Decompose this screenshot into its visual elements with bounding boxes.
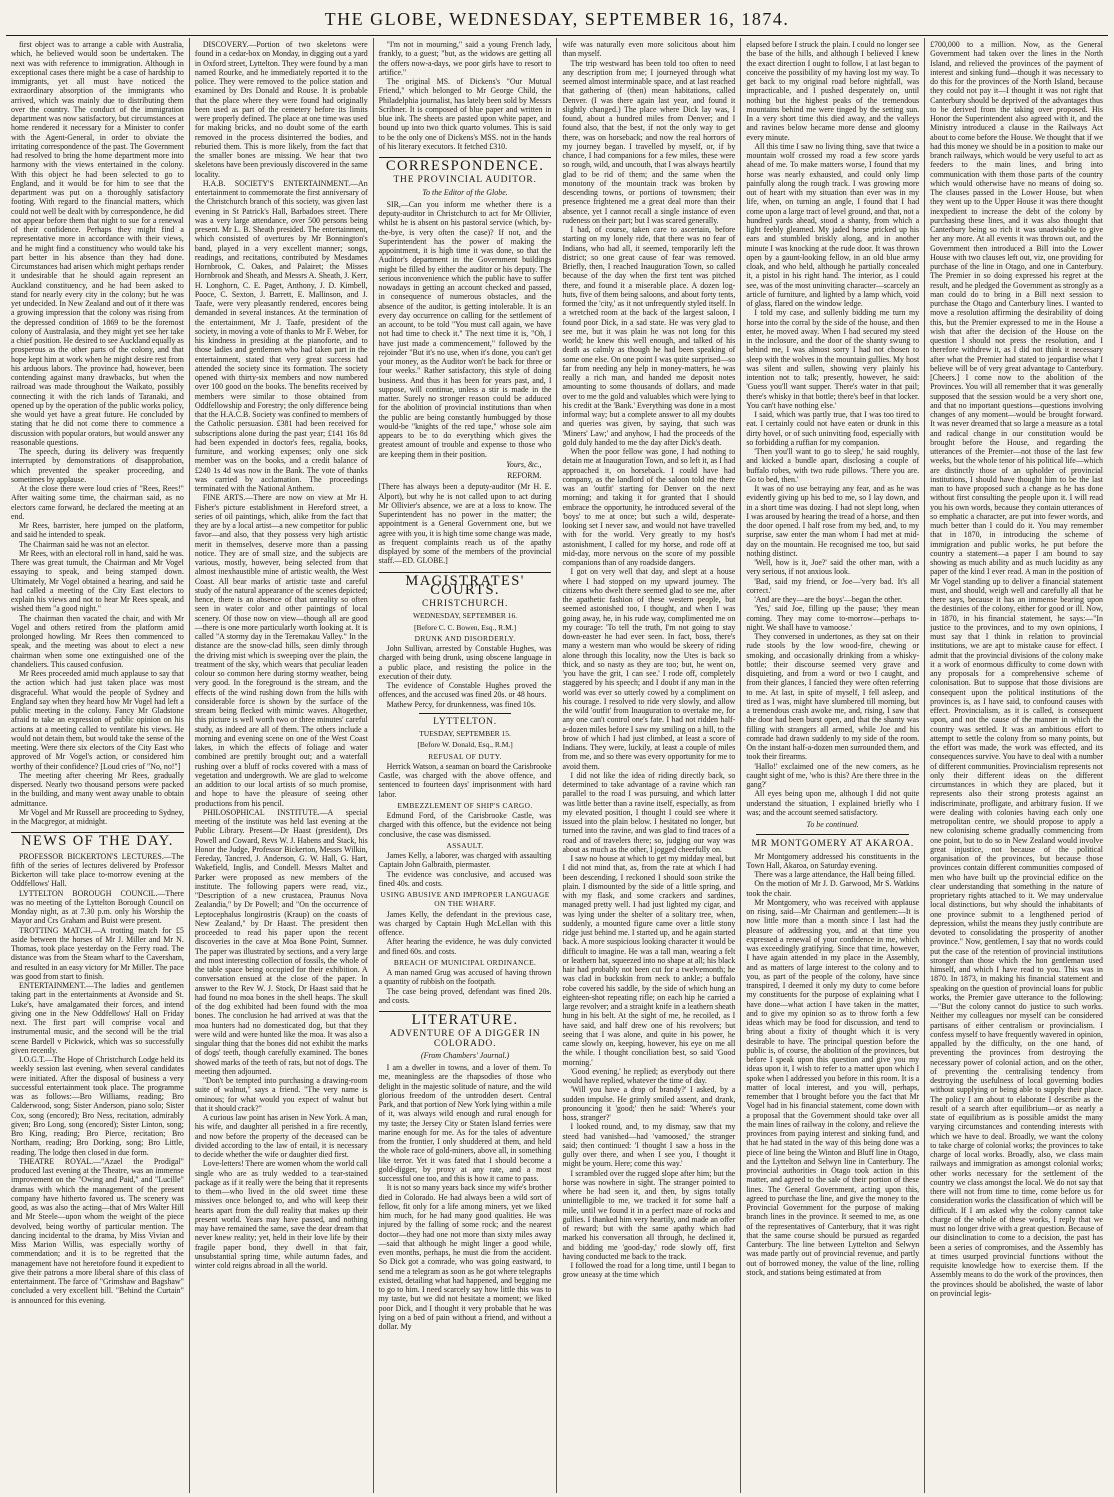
case-heading: BREACH OF MUNICIPAL ORDINANCE. bbox=[393, 957, 537, 967]
case-text: The case being proved, defendant was fined 20s. and costs. bbox=[378, 986, 552, 1005]
column-1 bbox=[6, 38, 190, 1493]
paragraph: On the motion of Mr J. D. Garwood, Mr S. Watkins took the chair. bbox=[746, 879, 920, 898]
case-heading: ASSAULT. bbox=[446, 840, 484, 850]
paragraph: It was of no use betraying any fear, and as he was evidently giving up his bed to me, so I lay down, and in a short time was dozing. I had not slept long, when I was aroused by hearing the tread of a horse, and then the door opened. I half rose from my bed, and, to my surprise, saw enter the man whom I had met at mid-day on the mountain. He recognised me too, but said nothing distinct. bbox=[746, 484, 920, 558]
paragraph: 'Good evening,' he replied; as everybody out there would have replied, whatever the time of day. bbox=[562, 1066, 736, 1085]
paragraph: I told my case, and sullenly bidding me turn my horse into the corral by the side of the house, and then enter, he moved away. When I had secured my steed in the inclosure, and the door of the shanty swung to behind me, I was almost sorry I had not chosen to sleep with the wolves in the mountain gullies. My host was silent and sullen, showing very plainly his intention not to talk; presently, however, he said: 'Guess you'll want supper. There's water in that pail; there's whisky in that bottle; there's beef in that locker. You can't have nothing else.' bbox=[746, 308, 920, 410]
paragraph: SIR,—Can you inform me whether there is a deputy-auditor in Christchurch to act for Mr Ollivier, whilst he is absent on his pastoral service (which, by-the-bye, is very often the case)? If not, and the Superintendent has the power of making the appointment, it is high time it was done, so that the Auditor's department in the Government buildings might be filled by either the auditor or his deputy. The serious inconvenience which the public have to suffer nowadays in getting an account checked and passed, in consequence of numerous obstacles, and the absence of the auditor, is getting intolerable. It is an every day occurrence on calling for the settlement of an account, to be told "You must call again, we have not had time to check it." The next time it is, "Oh, I have just made a commencement," followed by the rejoinder "But it's no use, when it's done, you can't get your money, as the Auditor won't be back for three or four weeks." Rather satisfactory, this style of doing business. And thus it has been for years past, and, I suppose, will continue, unless a stir is made in the matter. Surely no stronger reason could be adduced for the abolition of provincial institutions than when the public are being constantly humbugged by those would-be "knights of the red tape," whose sole aim appears to be to do everything which gives the greatest amount of trouble and expense to those who are keeping them in their position. bbox=[378, 199, 552, 459]
column-5 bbox=[741, 38, 925, 1493]
paragraph: Mr Montgomery, who was received with applause on rising, said—Mr Chairman and gentlemen:—It is now little more than a month since I last had the pleasure of addressing you, and at that time you expressed a renewal of your confidence in me, which was exceedingly gratifying. Since that time, however, I have again attended in my place in the Assembly, and as matters of large interest to the colony and to you, as part of the people of the colony, have since transpired, I deemed it only my duty to come before my constituents for the purpose of explaining what I have done—what action I have taken in the matter, and to give my opinion so as to throw forth a few ideas which may be food for discussion, and tend to bring about a fixity of thought which it is very desirable to have. The principal question before the public is, of course, the abolition of the provinces, but before I speak upon this question and give you my ideas upon it, I wish to refer to a matter upon which I spoke when I addressed you before in this room. It is a matter of local interest, and you will, perhaps, remember that I brought before you the fact that Mr Vogel had in his financial statement, come down with a proposal that the Government should take over all the main lines of railway in the colony, and relieve the provinces from paying interest and sinking fund, and that he had stated in the way of this being done was a piece of line being the Winton and Bluff line in Otago, and the Lyttelton and Selwyn line in Canterbury. The provincial authorities in Otago took action in this matter, and agreed to the sale of their portion of these lines. The General Government, acting upon this, agreed to purchase the line, and give the money to the Provincial Government for the purpose of making branch lines in the province. It seemed to me, as one of the representatives of Canterbury, that it was right that the same course should be pursued as regarded Canterbury. The line between Lyttelton and Selwyn was made partly out of provincial revenue, and partly out of borrowed money, the value of the line, rolling stock, and stations being estimated at from bbox=[746, 897, 920, 1277]
akaroa-report bbox=[746, 852, 919, 1278]
case-text: James Kelly, the defendant in the previous case, was charged by Captain Hugh McLellan with this offence. bbox=[378, 909, 552, 937]
paragraph: "I'm not in mourning," said a young French lady, frankly, to a guest; "but, as the widows are getting all the offers now-a-days, we poor girls have to resort to artifice." bbox=[378, 40, 552, 77]
paragraph: Love-letters! There are women whom the world call single who are as truly wedded to a tear-stained package as if it really were the being that it represents to them—who lived in the old sweet time these missives once belonged to, and who will keep their hearts apart from the dull reality that makes up their present world. Years may have passed, and nothing may have remained the same, save the dear dream that never knew reality; yet, held in their love life by their fragile paper bond, they dwell in that fair, unsubstantial spring time, while autumn fades, and winter cold reigns abroad in all the world. bbox=[194, 1159, 368, 1270]
paragraph: Mr Montgomery addressed his constituents in the Town Hall, Akaroa, on Saturday evening. bbox=[746, 851, 920, 870]
paragraph: H.A.B. SOCIETY'S ENTERTAINMENT.—An entertainment to commemorate the first anniversary of the Christchurch branch of this society, was given last evening in St Patrick's Hall, Barbadoes street. There was a very large attendance, over 500 persons being present. Mr L. B. Sheath presided. The entertainment, which consisted of overtures by Mr Bonnington's band, played in a very excellent manner; songs, readings, and recitations, contributed by Mesdames Hornbrook, C. Oakes, and Palairet; the Misses Hornbrook and Sheath, and Messrs A. Sheath, J. Kerr, H. Longhorn, C. E. Paget, Anthony, J. D. Kimbell, Pooce, C. Sexton, J. Barrett, E. Mallinson, and J. Taafe, were very pleasantly rendered, encores being demanded in several instances. At the termination of the entertainment, Mr J. Taafe, president of the society, in moving a vote of thanks to Mr F. Weber, for his kindness in presiding at the pianoforte, and to those ladies and gentlemen who had taken part in the entertainment, stated that very great success had attended the society since its formation. The society opened with thirty-six members and now numbered over 100 good on the books. The benefits received by members were similar to those obtained from Oddfellowship and Forestry; the only difference being that the H.A.C.B. Society was confined to members of the Catholic persuasion. £381 had been received for subscriptions alone during the past year; £141 16s 8d had been expended in doctor's fees, regalia, books, furniture, and working expenses; only one sick member was on the books, and a credit balance of £240 1s 4d was now in the Bank. The vote of thanks was carried by acclamation. The proceedings terminated with the National Anthem. bbox=[194, 178, 368, 493]
story-source: (From Chambers' Journal.) bbox=[420, 1050, 510, 1060]
correspondence-heading: CORRESPONDENCE. bbox=[379, 157, 552, 171]
paragraph: 'Well, how is it, Joe?' said the other man, with a very serious, if not anxious look. bbox=[746, 558, 920, 577]
paragraph: wife was naturally even more solicitous about him than myself. bbox=[562, 40, 736, 59]
paragraph: I followed the road for a long time, until I began to grow uneasy at the time which bbox=[562, 1261, 736, 1280]
news-of-the-day-heading: NEWS OF THE DAY. bbox=[11, 832, 184, 846]
case-text: James Kelly, a laborer, was charged with assaulting Captain John Galbraith, piermaster. bbox=[378, 851, 552, 870]
paragraph: Mr Vogel and Mr Russell are proceeding to Sydney, in the Macgregor, at midnight. bbox=[11, 807, 184, 826]
paragraph: TROTTING MATCH.—A trotting match for £5 aside between the horses of Mr J. Miller and Mr N. Thomas, took place yesterday on the Ferry road. The distance was from the Steam wharf to the Caversham, and resulted in an easy victory for Mr Miller. The pace was good from start to finish. bbox=[11, 925, 184, 981]
paragraph: I saw no house at which to get my midday meal, but I did not mind that, as, from the rate at which I had been descending, I reckoned I should soon strike the plain. I dismounted by the side of a little spring, and with my flask, and some crackers and sardines, managed pretty well. I had just lighted my cigar, and was lying under the shelter of a solitary tree, when, suddenly, a mounted figure came over a little stony ridge just behind me. I started up, and he again started back. A more suspicious looking character it would be difficult to imagine. He was a tall man, wearing a felt or leathern hat, squeezed into no shape at all; his black hair had probably not been cut for a twelvemonth; he was clad in buckskin from neck to ankle; a buffalo robe covered his saddle, by the side of which hung an eighteen-shot repeating rifle; on each hip he carried a large revolver; and a straight knife in a leathern sheath hung in his belt. At the sight of me, he recoiled, as I have said, and half drew one of his revolvers; but seeing that I was alone, and quite in his power, he came slowly on, keeping, however, his eye on me all the while. I thought conciliation best, so said 'Good morning.' bbox=[562, 854, 736, 1067]
case-text: Herrick Watson, a seaman on board the Carisbrooke Castle, was charged with the above offence, and sentenced to fourteen days' imprisonment with hard labor. bbox=[378, 761, 552, 799]
columns bbox=[6, 38, 1108, 1493]
paragraph: 'Then you'll want to go to sleep,' he said roughly, and kicked a bundle apart, disclosing a couple of buffalo robes, with two rude pillows. 'There you are. Go to bed, then.' bbox=[746, 447, 920, 484]
column-5-text bbox=[746, 40, 919, 817]
case-text: The evidence was conclusive, and accused was fined 40s. and costs. bbox=[378, 869, 552, 888]
christchurch-heading: CHRISTCHURCH. bbox=[421, 599, 509, 609]
letter-address: To the Editor of the Globe. bbox=[422, 187, 508, 197]
paragraph: I looked round, and, to my dismay, saw that my steed had vanished—had 'vamoosed,' the stranger said; then continued: 'I thought I saw a hoss in the gully over there, and when I see you, I thought it might be yourn. Here; come this way.' bbox=[562, 1122, 736, 1169]
paragraph: PROFESSOR BICKERTON'S LECTURES.—The fifth of the series of lectures delivered by Professor Bickerton will take place to-morrow evening at the Oddfellows' Hall. bbox=[11, 851, 184, 889]
paragraph: The original MS. of Dickens's "Our Mutual Friend," which belonged to Mr George Child, the Philadelphia journalist, has lately been sold by Messrs Scribner. It is composed of blue paper and written in blue ink. The sheets are pasted upon white paper, and bound up into two thick quarto volumes. This is said to be the only one of Dickens's MSS. not in the hands of his literary executors. It fetched £310. bbox=[378, 77, 552, 151]
column-4 bbox=[557, 38, 741, 1493]
case-text: A man named Grug was accused of having thrown a quantity of rubbish on the footpath. bbox=[378, 968, 552, 987]
paragraph: The speech, during its delivery was frequently interrupted by demonstrations of disapprobation, which prevented the speaker proceeding, and sometimes by applause. bbox=[11, 447, 184, 484]
paragraph: I got on very well that day, and slept at a house where I had stopped on my upward journey. The citizens who dwelt there seemed glad to see me, after the apathetic fashion of these western people, but seemed astonished too, I thought, and when I was going away, he, in his rude way, complimented me on my courage: 'To tell the truth, I'm not going to stay down-easter he had ever seen. In fact, boss, there's many a western man who would be skeery of riding alone through this locality, now the Utes is back so thick, and so nasty as they are too; but, he went on, 'you have the grit, I can see.' I rode off, completely staggered by his speech; and I doubt if any man in the world was ever so utterly cowed by a compliment on his courage. I resolved to ride very slowly, and allow the wild 'outfit' from Inauguration to overtake me, for any one can't control one's fate. I had not ridden half-a-dozen miles before I saw my smiling on a hill, to the brow of which I had just climbed, at least a score of Indians. They were, luckily, at least a couple of miles from me, and so there was every opportunity for me to avoid them. bbox=[562, 567, 736, 771]
paragraph: Mr Rees, barrister, here jumped on the platform, and said he intended to speak. bbox=[11, 521, 184, 540]
paragraph: It is not so many years back since my wife's brother died in Colorado. He had always been a wild sort of fellow, fit only for a life among miners, yet we liked him much, for he had many good qualities. He was injured by the falling of some rock; and the nearest doctor—they had one not more than sixty miles away—said that although he might linger a good while, even months, perhaps, he must die from the accident. So Dick got a comrade, who was going eastward, to send me a telegram as soon as he got where telegraphs existed, detailing what had happened, and begging me to go to him. I need scarcely say how little this was to my taste, but we did not hesitate a moment; we liked poor Dick, and I thought it very probable that he was lying on a bed of pain without a friend, and without a dollar. My bbox=[378, 1183, 552, 1331]
christchurch-bench: [Before C. C. Bowen, Esq., R.M.] bbox=[414, 622, 517, 632]
case-text: After hearing the evidence, he was duly convicted and fined 60s. and costs. bbox=[378, 937, 552, 956]
lyttelton-heading: LYTTELTON. bbox=[433, 716, 497, 727]
case-text: Edmund Ford, of the Carisbrooke Castle, was charged with this offence, but the evidence not being conclusive, the case was dismissed. bbox=[378, 811, 552, 839]
paragraph: FINE ARTS.—There are now on view at Mr H. Fisher's picture establishment in Hereford street, a series of oil paintings, which, alike from the fact that they are by a local artist—a new competitor for public favor—and also, that they possess very high artistic merit in themselves, deserve more than a passing notice. They are of small size, and the subjects are various, mostly, however, being selected from that almost inexhaustible mine of artistic wealth, the West Coast. All bear marks of artistic taste and careful study of the natural appearance of the scenes depicted; hence, there is an absence of that unreality so often seen in water color and other paintings of local scenery. Of those now on view—though all are good—there is one more particularly worth looking at. It is called "A stormy day in the Teremakau Valley." In the distance are the snow-clad hills, seen dimly through the driving mist which is sweeping over the plain, the treatment of the sky, which wears that peculiar leaden colour so common here during stormy weather, being very good. In the foreground is the stream, and the effects of the wind rushing down from the hills with considerable force is shown by the surface of the stream being flecked with mimic waves. Altogether, this picture is well worth two or three minutes' careful study, as indeed are all of them. The others include a morning and evening scene on one of the West Coast lakes, in which the effects of foliage and water combined are prettily brought out; and a waterfall rushing over a bluff of rocks covered with a mass of vegetation and undergrowth. We are glad to welcome an addition to our local artists of so much promise, and hope to have the pleasure of seeing other productions from his pencil. bbox=[194, 493, 368, 808]
paragraph: The trip westward has been told too often to need any description from me; I journeyed through what seemed almost interminable space, and at last reached that gathering of (then) mean habitations, called Denver. (I was there again last year, and found it slightly changed.) The place where Dick lay was, I found, about a hundred miles from Denver; and I found also, that the best, if not the only way to get there, was on horseback; and now the real horrors of my journey began. I travelled by myself, or, if by chance, I had companions for a few miles, these were so rough, wild, and uncouth, that I was always heartily glad to be rid of them; and the same when the monotony of the mountain track was broken by descending towns, or portions of townsmen; their presence frightened me a great deal more than their absence, yet I cannot recall a single instance of even rudeness on their part; but I was scared generally. bbox=[562, 58, 736, 225]
divider bbox=[756, 834, 909, 835]
paragraph: I had, of course, taken care to ascertain, before starting on my lonely ride, that there was no fear of Indians, who had all, it seemed, temporarily left the district; so one great cause of fear was removed. Briefly, then, I reached Inauguration Town, so called because of the day when the first tent was pitched there, and found it a miserable place. A dozen log-huts, five of them being saloons, and about forty tents, formed the 'city,' as it not unfrequently styled itself. In a wretched room at the back of the largest saloon, I found poor Dick, in a sad state. He was very glad to see me, but it was plain he was not long for this world; he knew this well enough, and talked of his death as calmly as though he had been speaking of some one else. On one point I was quite surprised—so far from needing any help in money-matters, he was really a rich man, and handed me deposit notes amounting to some thousands of dollars, and made over to me the gold and valuables which were lying to his credit at the 'Bank.' Everything was done in a most informal way; but a complete answer to all my doubts and queries was given, by saying, that such was 'Miners' Law;' and anyhow, I had the proceeds of the gold duly handed to me the day after Dick's death. bbox=[562, 225, 736, 447]
paragraph: There was a large attendance, the Hall being filled. bbox=[754, 870, 915, 879]
case-heading: REFUSAL OF DUTY. bbox=[428, 751, 502, 761]
paragraph: elapsed before I struck the plain. I could no longer see the base of the hills, and although I believed I knew the exact direction I ought to follow, I at last began to conceive the possibility of my having lost my way. To get back to my original road before nightfall, was impracticable, and I pushed desperately on, until nothing but the highest peaks of the tremendous mountains behind me were tinged by the setting sun. In a very short time this died away, and the valleys and ravines below became more dense and gloomy every minute. bbox=[746, 40, 920, 142]
case-heading: USING ABUSIVE AND IMPROPER LANGUAGE ON THE WHARF. bbox=[380, 890, 550, 909]
provincial-auditor-heading: THE PROVINCIAL AUDITOR. bbox=[393, 175, 537, 186]
paragraph: 'And are they—are the boys'—began the other. bbox=[754, 595, 902, 604]
lyttelton-date: TUESDAY, SEPTEMBER 15. bbox=[419, 729, 511, 738]
paragraph: At the close there were loud cries of "Rees, Rees!" After waiting some time, the chairman said, as no electors came forward, he declared the meeting at an end. bbox=[11, 484, 184, 521]
christchurch-cases bbox=[379, 644, 552, 709]
paragraph: £700,000 to a million. Now, as the General Government had taken over the lines in the North Island, and relieved the provinces of the payment of interest and sinking fund—though it was necessary to do this for the provinces of the North Island, because they could not pay it—I thought it was not right that Canterbury should be deprived of the advantages thus to be derived from the taking over proposed. His Honor the Superintendent also agreed with it, and the Ministry introduced a clause in the Railways Act about to come before the House. We thought that if we had this money we should be in a position to make our branch railways, which would be very useful to act as feeders to the main lines, and bring into communication with them those parts of the country which would otherwise have no means of doing so. The clauses passed in the Lower House, but when they went up to the Upper House it was there thought inexpedient to increase the debt of the colony by purchasing these lines, and it was also thought that Canterbury being so rich it was unadvisable to give her any more. At all events it was thrown out, and the Government then introduced a Bill into the Lower House with two clauses left out, viz, one providing for purchase of the line in Otago, and one in Canterbury. The Premier in so doing expressed his regret at the result, and he pledged the Government as strongly as a man could do to bring in a Bill next session to purchase the Otago and Canterbury lines. I wanted to move a resolution affirming the desirability of doing this, but the Premier expressed to me in the House a wish that after the decision of the House on the question I should not press the resolution, and I therefore withdrew it, as I did not think it necessary after what the Premier had stated to jeopardise what I believe will be of very great advantage to Canterbury. [Cheers.] I come now to the abolition of the Provinces. You will all remember that it was generally supposed that the session would be a very short one, and that no important questions—questions involving changes of any moment—would be brought forward. It was never dreamed that so large a measure as a total and radical change in our constitution would be brought before the House, and regarding the utterances of the Premier—not those of the last few weeks, but the whole tenor of his political life—which are distinctly those of an upholder of provincial institutions, I should have thought him to be the last man to have proposed such a change as he has done without first consulting the people upon it. I will read you his own words, because they contain utterances of so emphatic a character, are put into fewer words, and much better than I could do it. You may remember that in 1870, in introducing the scheme of immigration and public works, he put before the country a statement—a paper I am bound to say showing as much ability and as much lucidity as any paper of the kind I ever read. A man in the position of Mr Vogel standing up to deliver a financial statement must, and should, weigh well and carefully all that he there says, because it has an immense bearing upon the destinies of the colony, either for good or ill. Now, in 1870, in his financial statement, he says:—"In justice to the provinces, and to my own opinions, I must say that I think in relation to provincial institutions, we are apt to mistake cause for effect. I admit that the provincial divisions of the colony make it a work of enormous difficulty to come down with any proposals for a comprehensive scheme of colonisation. But to suppose that those divisions are consequent upon the political institutions of the provinces is, as I have said, to confound causes with effect. Provincialism, as it is called, is consequent upon, and not the cause of the manner in which the country was settled. It was an ambitious effort to attempt to settle the colony from so many points, but the effort was made, the work was effected, and its consequences survive. You have to deal with a number of different communities. Provincialism represents not only their different ideas on the different circumstances in which they are placed, but it represents also their strong protests against an indiscriminate, profligate, and arbitrary fusion. If we were dealing with colonies having each only one metropolitan centre, we should propose to apply a new colonising scheme gradually commencing from one point, but to do so in New Zealand would involve great injustice, not because of the political organisation of the provinces, but because those provinces contain different communities composed of men who have built up the provincial edifice on the clear understanding that something in the nature of proprietary rights attached to it. We may undervalue local distinctions, but why should the inhabitants of one province submit to a lengthened period of depression, whilst the means they justly contribute are devoted to consolidating the prosperity of another province." Now, gentlemen, I say that no words could put the case of the retention of provincial institutions stronger than those which the hon gentleman used himself, and which I have read to you. This was in 1870. In 1873, in making his financial statement and speaking on the question of provincial loans for public works, the Premier gave utterance to the following:—"But the colony cannot do justice to such works. Neither my colleagues nor myself can be considered partisans of either centralism or provincialism. I confess myself to have frequently wavered in opinion, appalled by the difficulty, on the one hand, of preventing the provinces from destroying the necessary power of colonial action, and on the other, of preventing the centralising tendency from destroying the usefulness of local governing bodies without supplying or being able to supply their place. The policy I am about to elaborate I describe as the result of a search after equilibrium—or as nearly a state of equilibrium as is possible amidst the many varying circumstances and contending interests with which we have to deal. Broadly, we want the colony to take charge of colonial works; the provinces to take charge of local works. Broadly, also, we class main railways and immigration as amongst colonial works; other works necessary for the settlement of the country we class amongst the local. We do not say that there will not from time to time, come before us for consideration works the classification of which will be difficult. If I am asked why the colony cannot take charge of the whole of these works, I reply that we must no longer drive with a great question. Because of our disinclination to come to a decision, the past has been a series of compromises, and the Assembly has at times usurped provincial functions without the requisite knowledge how to exercise them. If the Assembly means to do the work of the provinces, then the provinces should be abolished, the waste of labor on provincial legis- bbox=[930, 40, 1103, 1298]
editor-note: [There has always been a deputy-auditor (Mr H. E. Alport), but why he is not called upon to act during Mr Ollivier's absence, we are at a loss to know. The Superintendent has no power in the matter; the appointment is a General Government one, but we agree with you, it is high time some change was made, as frequent complaints reach us of the apathy displayed by some of the members of the provincial staff.—ED. GLOBE.] bbox=[378, 482, 552, 566]
paragraph: I scrambled over the rugged slope after him; but the horse was nowhere in sight. The stranger pointed to where he had seen it, and then, by signs totally unintelligible to me, we tracked it for some half a mile, until we found it in a perfect maze of rocks and gullies. I thanked him very heartily, and made an offer of reward; but with the same apathy which had marked his conversation all through, he declined it, and bidding me 'good-day,' rode slowly off, first having conducted me back to the track. bbox=[562, 1168, 736, 1261]
paragraph: I said, which was partly true, that I was too tired to eat. I certainly could not have eaten or drunk in this dirty hovel, or of such uninviting food, especially with so forbidding a ruffian for my companion. bbox=[746, 410, 920, 447]
paragraph: I did not like the idea of riding directly back, so determined to take advantage of a ravine which ran parallel to the road I was pursuing, and which latter was little better than a ravine itself, especially, as from my elevated position, I thought I could see where it issued into the plain below. I hesitated no longer, but turned into the ravine, and was glad to find traces of a road and of travelers there; so, judging our way was about as much as the other, I jogged cheerfully on. bbox=[562, 770, 736, 854]
paragraph: DISCOVERY.—Portion of two skeletons were found in a cedar-box on Monday, in digging out a yard in Oxford street, Lyttelton. They were found by a man named Rourke, and he immediately reported it to the police. They were removed to the police station and examined by Drs Donald and Rouse. It is probable that the place where they were found had originally been used as part of the cemetery before its limits were properly defined. The place at one time was used for making bricks, and no doubt some of the earth removed in the process disinterred the bodies, and reburied them. This is more likely, from the fact that the smaller bones are missing. We hear that two skeletons have been previously discovered in the same locality. bbox=[194, 40, 368, 179]
paragraph: 'Bad, said my friend, or Joe—'very bad. It's all correct.' bbox=[746, 576, 920, 595]
news-items bbox=[11, 852, 184, 1305]
paragraph: They conversed in undertones, as they sat on their rude stools by the low wood-fire, chewing or smoking, and occasionally drinking from a whisky-bottle; their discourse seemed very grave and disquieting, and from a word or two I caught, and from their glances, I fancied they were often referring to me. At last, in spite of myself, I fell asleep, and tired as I was, might have slumbered till morning, but a tremendous crash awoke me, and, rising, I saw that the door had been burst open, and that the shanty was filling with strangers all armed, while Joe and his comrade had drawn suddenly to my side of the room. On the instant half-a-dozen men surrounded them, and took their firearms. bbox=[746, 632, 920, 762]
column-6-text bbox=[930, 40, 1103, 1298]
paragraph: John Sullivan, arrested by Constable Hughes, was charged with being drunk, using obscene language in a public place, and resisting the police in the execution of their duty. bbox=[378, 644, 552, 681]
paragraph: The evidence of Constable Hughes proved the offences, and the accused was fined 20s. or 48 hours. bbox=[378, 681, 552, 700]
paragraph: "Don't be tempted into purchasing a drawing-room suite of walnut," says a friend. "The very name is ominous; for what would you expect of walnut but that it should crack?" bbox=[194, 1076, 368, 1113]
paragraph: 'Yes,' said Joe, filling up the pause; 'they mean coming. They may come to-morrow—perhaps to-night. We shall have to vamoose.' bbox=[746, 604, 920, 632]
paragraph: The Chairman said he was not an elector. bbox=[19, 539, 150, 549]
akaroa-heading: MR MONTGOMERY AT AKAROA. bbox=[751, 839, 915, 850]
paragraph: 'Hallo!' exclaimed one of the new comers, as he caught sight of me, 'who is this? Are there three in the gang?' bbox=[746, 761, 920, 789]
masthead-title: THE GLOBE, WEDNESDAY, SEPTEMBER 16, 1874. bbox=[324, 9, 790, 29]
paragraph: 'Will you have a drop of brandy?' I asked, by a sudden impulse. He grimly smiled assent, and drank, pronouncing it 'good;' then he said: 'Where's your hoss, stranger?' bbox=[562, 1085, 736, 1122]
paragraph: Mr Rees, with an electoral roll in hand, said he was. There was great tumult, the Chairman and Mr Vogel essaying to speak, and being stamped down. Ultimately, Mr Vogel obtained a hearing, and said he had called a meeting of the City East electors to explain his views and not to hear Mr Rees speak, and wished them "a good night." bbox=[11, 548, 184, 614]
paragraph: I am a dweller in towns, and a lover of them. To me, meaningless are the rhapsodies of those who delight in the majestic solitude of nature, and the wild glorious freedom of the untrodden desert. Central Park, and that portion of New York lying within a mile of it, was always wild enough and rural enough for my taste; the Jersey City or Staten Island ferries were marine enough for me. As for the tales of adventure from the frontier, I only shuddered at them, and held the whole race of gold-miners, above all, in something like terror. Yet it was fated that I should become a gold-digger, by proxy at any rate, and a most successful one too, and this is how it came to pass. bbox=[378, 1063, 552, 1183]
paragraph: Mathew Percy, for drunkenness, was fined 10s. bbox=[386, 699, 536, 709]
column-1-text bbox=[11, 40, 184, 826]
lyttelton-bench: [Before W. Donald, Esq., R.M.] bbox=[417, 740, 513, 750]
paragraph: PHILOSOPHICAL INSTITUTE.—A special meeting of the institute was held last evening at the Public Library. Present—Dr Haast (president), Drs Powell and Coward, Revs W. J. Habens and Stack, his Honor the Judge, Professor Bickerton, Messrs Wilkin, Fereday, Tancred, J. Anderson, G. W. Hall, G. Hart, Wakefield, Inglis, and Condell. Messrs Maltet and Parker were proposed as new members of the institute. The following papers were read, viz., "Description of a new crustacea, Praunus Nova Zealandia," by Dr Powell; and "On the occurrence of Leptocephalus longirostris (Kraup) on the coasts of New Zealand," by Dr Haast. The president then proceeded to read his paper upon the recent discoveries in the cave at Moa Bone Point, Sumner. The paper was illustrated by sections, and a very large and most interesting collection of fossils, the whole of the table space being occupied for their exhibition. A conversation ensued at the close of the paper. In answer to the Rev W. J. Stock, Dr Haast said that he had found no moa bones in the shell heaps. The skull of the dog exhibited had been found with the moa bones. The conclusion he had arrived at was that the moa hunters had no domesticated dog, but that they were wild and were hunted like the moa. It was also a singular thing that the bones did not exhibit the marks of dogs' teeth, though carefully examined. The bones showed marks of the teeth of rats, but not of dogs. The meeting then adjourned. bbox=[194, 807, 368, 1076]
masthead bbox=[6, 0, 1108, 36]
paragraph: All eyes being upon me, although I did not quite understand the situation, I explained briefly who I was; and the account seemed satisfactory. bbox=[746, 789, 920, 817]
column-6 bbox=[925, 38, 1108, 1493]
column-2-text bbox=[195, 40, 368, 1270]
divider bbox=[419, 713, 512, 714]
paragraph: All this time I saw no living thing, save that twice a mountain wolf crossed my road a few score yards ahead of me. To make matters worse, I found that my horse was nearly exhausted, and could only limp painfully along the rough track. I was growing more out of heart with my situation than ever was in my life, when, on turning an angle, I found that I had come upon a large tract of level ground, and that, not a hundred yards ahead, stood a shanty, from which a light feebly gleamed. My jaded horse pricked up his ears and stumbled briskly along, and in another minute I was knocking at the rude door. It was thrown open by a gaunt-looking fellow, in an old blue army cloak, and who held, although he partially concealed it, a pistol in his right hand. The interior, as I could see, was of the most uninviting character—scarcely an article of furniture, and lighted by a lamp which, void of glass, flared on the window ledge. bbox=[746, 141, 920, 308]
paragraph: first object was to arrange a cable with Australia, which, he believed would soon be undertaken. The next was with reference to immigration. Although in exceptional cases there might be a case of hardship to immigrants, yet all must have noticed the extraordinary absorption of the immigrants who arrived, which was mainly due to distributing them over the country. The conduct of the immigration department was now satisfactory, but circumstances at home rendered it necessary for a Minister to confer with the Agent-General, in order to obviate the irritating correspondence of the past. The Government had resolved to bring the home department more into harmony with the views entertained in the colony. With this object he had been selected to go to England, and it would be for him to see that the department was put on a thoroughly satisfactory footing. With regard to the financial matters, which could not well be dealt with by correspondence, he did not appear before them that night to sue for a renewal of their confidence. Perhaps they might find a representative more in accordance with their views, and he might find a constituency who would take his part better in his absence than they had done. Circumstances had arisen which might perhaps render it undesirable that he should again represent an Auckland constituency, and he had been asked to stand for nearly every city in the colony; but he was yet undecided. In New Zealand and out of it there was a growing impression that the colony was rising from the depressed condition of 1869 to be the foremost colony of Australasia, and they might yet see her take a chief position. He desired to see Auckland equally as prosperous as the other parts of the colony, and that hope kept him at work when he might desire rest from his arduous labors. The province had, however, been contending against many drawbacks, but when the railroad was made throughout the Waikato, possibly connecting it with the rich lands of Taranaki, and opened up by the operation of the public works policy, she would yet have a great future. He concluded by stating that he did not come there to commence a discussion with popular orators, but would answer any reasonable questions. bbox=[11, 40, 184, 447]
paragraph: The meeting after cheering Mr Rees, gradually dispersed. Nearly two thousand persons were packed in the building, and many went away unable to obtain admittance. bbox=[11, 770, 184, 808]
paragraph: When the poor fellow was gone, I had nothing to detain me at Inauguration Town, and so left it, as I had approached it, on horseback. I could have had company, as the landlord of the saloon told me there was an 'outfit' starting for Denver on the next morning; and taking it for granted that I should embrace the opportunity, he introduced several of the 'boys' to me at once; but such a wild, desperate-looking set I never saw, and would not have travelled with for the world. Very greatly to my host's astonishment, I called for my horse, and rode off at mid-day, more nervous on the score of my possible companions than of any roadside dangers. bbox=[562, 447, 736, 567]
paragraph: A curious law point has arisen in New York. A man, his wife, and daughter all perished in a fire recently, and now before the property of the deceased can be divided according to the law of entail, it is necessary to decide whether the wife or daughter died first. bbox=[194, 1113, 368, 1159]
paragraph: Mr Rees proceeded amid much applause to say that the action which had just taken place was most disgraceful. What would the people of Sydney and England say when they heard how Mr Vogel had left a public meeting in the colony. Fancy Mr Gladstone afraid to take an expression of public opinion on his actions at a meeting called to ventilate his views. He would not detain them, but would take the sense of the meeting. Were there six electors of the City East who approved of Mr Vogel's action, or considered him worthy of their confidence? [Loud cries of "No, no!"] bbox=[11, 669, 184, 771]
column-3-text bbox=[379, 40, 552, 151]
column-4-text bbox=[562, 40, 735, 1280]
story-title: ADVENTURE OF A DIGGER IN COLORADO. bbox=[389, 1029, 541, 1049]
literature-heading: LITERATURE. bbox=[379, 1011, 552, 1025]
magistrates-courts-heading: MAGISTRATES' COURTS. bbox=[379, 572, 552, 596]
column-3 bbox=[374, 38, 558, 1493]
column-2 bbox=[190, 38, 374, 1493]
to-be-continued: To be continued. bbox=[806, 820, 859, 829]
christchurch-date: WEDNESDAY, SEPTEMBER 16. bbox=[412, 611, 518, 621]
paragraph: ENTERTAINMENT.—The ladies and gentlemen taking part in the entertainments at Avonside and St. Luke's, have amalgamated their forces, and intend giving one in the New Oddfellows' Hall on Friday next. The first part will comprise vocal and instrumental music, and the second will be the trial scene Bardell v Pickwick, which was so successfully given recently. bbox=[11, 981, 184, 1055]
story-text bbox=[379, 1063, 552, 1331]
letter-valediction: Yours, &c., bbox=[506, 459, 542, 469]
case-heading: DRUNK AND DISORDERLY. bbox=[414, 633, 516, 643]
letter-signature: REFORM. bbox=[507, 471, 542, 480]
paragraph: I.O.G.T.—The Hope of Christchurch Lodge held its weekly session last evening, when several candidates were initiated. After the disposal of business a very successful entertainment took place. The programme was as follows:—Bro Williams, reading; Bro Calderwood, song; Sister Anderson, piano solo; Sister Cox, song (encored); Bro Ness, recitation, admirably given; Bro Long, song (encored); Sister Linton, song; Bro King, reading; Bro Pierce, recitation; Bro Northam, reading; Bro Dorking, song; Bro Little, reading. The lodge then closed in due form. bbox=[11, 1055, 184, 1157]
case-heading: EMBEZZLEMENT OF SHIP'S CARGO. bbox=[397, 800, 533, 810]
paragraph: THEATRE ROYAL.—"Azael the Prodigal" produced last evening at the Theatre, was an immense improvement on the "Owing and Paid," and "Lucille" dramas with which the management of the present company have hitherto favored us. The scenery was good, as was also the acting—that of Mrs Walter Hill and Mr Steele—upon whom the weight of the piece devolved, being worthy of particular mention. The dancing incidental to the drama, by Miss Vivian and Miss Marion Willis, was especially worthy of commendation; and it is to be regretted that the management have not heretofore found it expedient to give their patrons a more liberal share of this class of entertainment. The farce of "Grimshaw and Bagshaw" concluded a very excellent bill. "Behind the Curtain" is announced for this evening. bbox=[11, 1156, 184, 1305]
letter-body bbox=[379, 200, 552, 459]
paragraph: LYTTELTON BOROUGH COUNCIL.—There was no meeting of the Lyttelton Borough Council on Monday night, as at 7.30 p.m. only his Worship the Mayor and Crs Graham and Buist were present. bbox=[11, 888, 184, 926]
paragraph: The chairman then vacated the chair, and with Mr Vogel and others retired from the platform amid prolonged howling. Mr Rees then commenced to speak, and the meeting was about to elect a new chairman when some one extinguished one of the chandeliers. This caused confusion. bbox=[11, 613, 184, 669]
